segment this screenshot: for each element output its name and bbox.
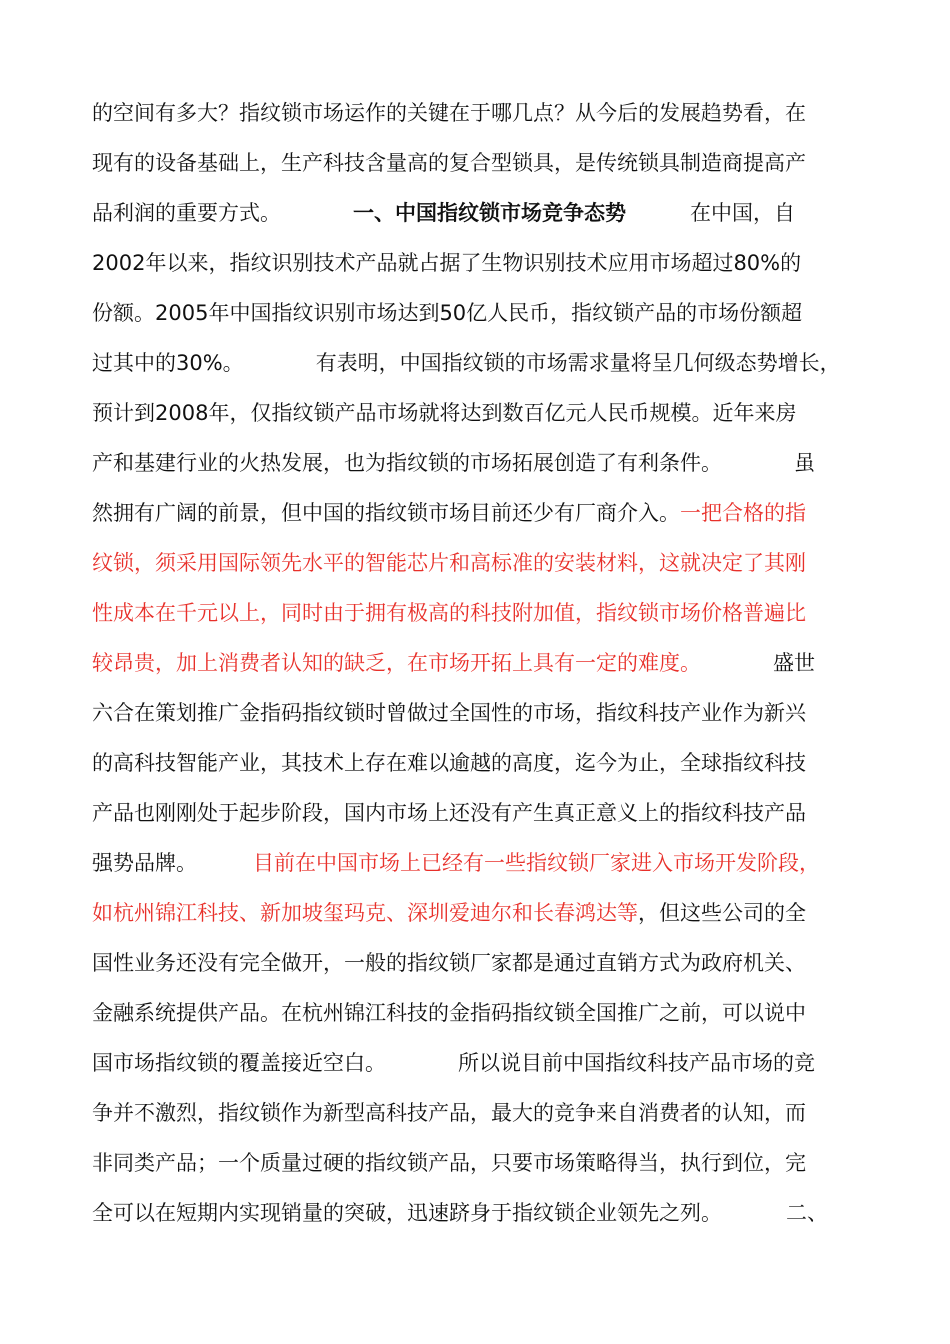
text-run: 国市场指纹锁的覆盖接近空白。	[92, 1051, 386, 1075]
text-line-5	[92, 295, 872, 331]
text-line-2	[92, 145, 872, 181]
highlighted-text: 目前在中国市场上已经有一些指纹锁厂家进入市场开发阶段，	[253, 851, 820, 875]
text-line-23	[92, 1195, 872, 1231]
highlighted-text: 一把合格的指	[680, 501, 806, 525]
text-line-13	[92, 695, 872, 731]
text-line-4	[92, 245, 872, 281]
text-line-15	[92, 795, 872, 831]
text-run: 虽	[794, 451, 815, 475]
text-line-16	[92, 845, 872, 881]
text-run: 2002年以来，指纹识别技术产品就占据了生物识别技术应用市场超过80%的	[92, 251, 802, 275]
text-run: 现有的设备基础上，生产科技含量高的复合型锁具，是传统锁具制造商提高产	[92, 151, 806, 175]
text-run: 品利润的重要方式。	[92, 201, 281, 225]
text-run: 国性业务还没有完全做开，一般的指纹锁厂家都是通过直销方式为政府机关、	[92, 951, 806, 975]
text-run: ，但这些公司的全	[638, 901, 806, 925]
text-line-20	[92, 1045, 872, 1081]
text-run: 然拥有广阔的前景，但中国的指纹锁市场目前还少有厂商介入。	[92, 501, 680, 525]
text-line-22	[92, 1145, 872, 1181]
text-run: 全可以在短期内实现销量的突破，迅速跻身于指纹锁企业领先之列。	[92, 1201, 722, 1225]
text-line-7	[92, 395, 872, 431]
text-run: 的高科技智能产业，其技术上存在难以逾越的高度，迄今为止，全球指纹科技	[92, 751, 806, 775]
text-run: 过其中的30%。	[92, 351, 244, 375]
highlighted-text: 性成本在千元以上，同时由于拥有极高的科技附加值，指纹锁市场价格普遍比	[92, 601, 806, 625]
text-run: 六合在策划推广金指码指纹锁时曾做过全国性的市场，指纹科技产业作为新兴	[92, 701, 806, 725]
text-line-3	[92, 195, 872, 231]
text-run: 份额。2005年中国指纹识别市场达到50亿人民币，指纹锁产品的市场份额超	[92, 301, 803, 325]
text-run: 强势品牌。	[92, 851, 197, 875]
text-line-18	[92, 945, 872, 981]
text-line-12	[92, 645, 872, 681]
text-line-8	[92, 445, 872, 481]
highlighted-text: 如杭州锦江科技、新加坡玺玛克、深圳爱迪尔和长春鸿达等	[92, 901, 638, 925]
text-run: 产品也刚刚处于起步阶段，国内市场上还没有产生真正意义上的指纹科技产品	[92, 801, 806, 825]
text-run: 有表明，中国指纹锁的市场需求量将呈几何级态势增长，	[315, 351, 841, 375]
text-line-14	[92, 745, 872, 781]
text-run: 的空间有多大？指纹锁市场运作的关键在于哪几点？从今后的发展趋势看，在	[92, 101, 806, 125]
text-run: 非同类产品；一个质量过硬的指纹锁产品，只要市场策略得当，执行到位，完	[92, 1151, 806, 1175]
text-line-6	[92, 345, 872, 381]
text-line-9	[92, 495, 872, 531]
text-run: 二、	[786, 1201, 828, 1225]
text-run: 金融系统提供产品。在杭州锦江科技的金指码指纹锁全国推广之前，可以说中	[92, 1001, 806, 1025]
highlighted-text: 较昂贵，加上消费者认知的缺乏，在市场开拓上具有一定的难度。	[92, 651, 701, 675]
text-run: 在中国，自	[690, 201, 795, 225]
highlighted-text: 纹锁，须采用国际领先水平的智能芯片和高标准的安装材料，这就决定了其刚	[92, 551, 806, 575]
text-line-19	[92, 995, 872, 1031]
text-line-1	[92, 95, 872, 131]
text-run: 所以说目前中国指纹科技产品市场的竞	[458, 1051, 815, 1075]
text-run: 争并不激烈，指纹锁作为新型高科技产品，最大的竞争来自消费者的认知，而	[92, 1101, 806, 1125]
text-run: 产和基建行业的火热发展，也为指纹锁的市场拓展创造了有利条件。	[92, 451, 722, 475]
text-run: 预计到2008年，仅指纹锁产品市场就将达到数百亿元人民币规模。近年来房	[92, 401, 797, 425]
text-line-10	[92, 545, 872, 581]
text-line-11	[92, 595, 872, 631]
text-run: 盛世	[773, 651, 815, 675]
text-line-21	[92, 1095, 872, 1131]
text-line-17	[92, 895, 872, 931]
section-heading: 一、中国指纹锁市场竞争态势	[353, 201, 626, 225]
